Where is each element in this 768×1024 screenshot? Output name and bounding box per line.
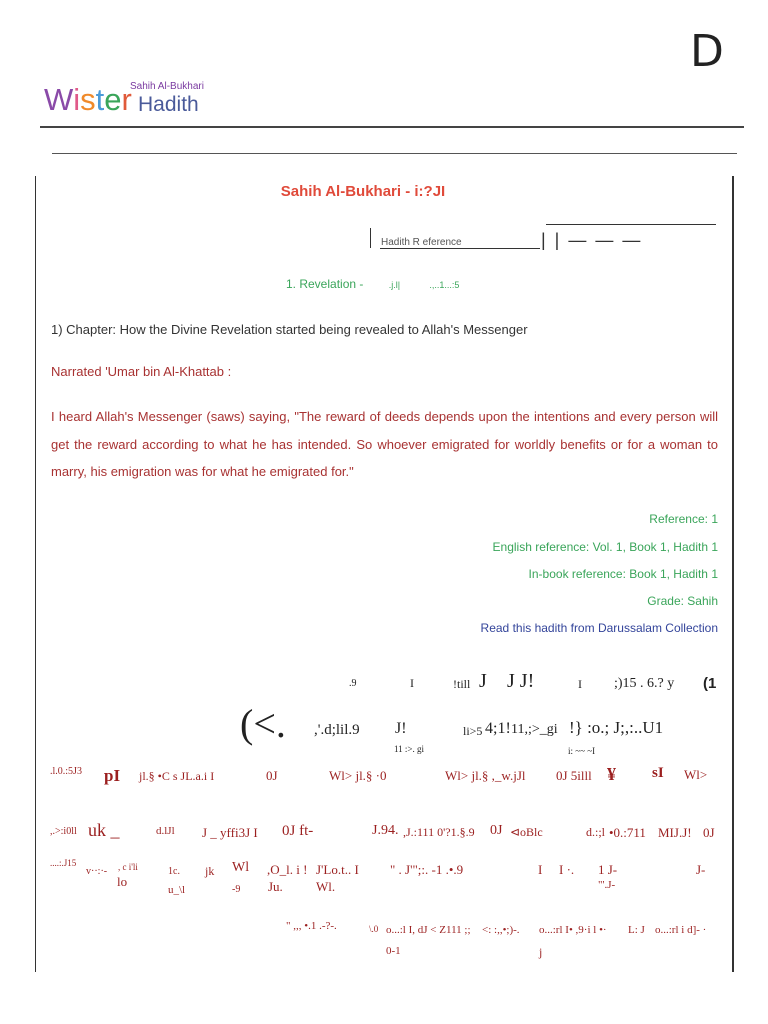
arabic-fragment: !till <box>453 677 471 691</box>
arabic-fragment: 0J 5illl <box>556 768 592 783</box>
arabic-fragment: .l.0.:5J3 <box>50 766 82 777</box>
arabic-fragment: , c i'li <box>118 862 138 872</box>
arabic-fragment: !} :o.; J;,:..U1 <box>569 718 664 737</box>
narrator-line: Narrated 'Umar bin Al-Khattab : <box>51 364 232 379</box>
arabic-fragment: sI <box>652 765 664 781</box>
arabic-fragment: 11 :>. gi <box>394 744 424 754</box>
in-book-reference: In-book reference: Book 1, Hadith 1 <box>528 567 718 581</box>
arabic-fragment: lo <box>117 874 128 889</box>
arabic-fragment: jk <box>205 864 215 878</box>
arabic-fragment: 1c. <box>168 866 180 877</box>
arabic-fragment: (1 <box>703 675 717 692</box>
arabic-fragment: I <box>538 862 543 877</box>
arabic-fragment: ¥ <box>607 764 616 784</box>
tab-divider <box>370 228 371 248</box>
tab-hadith-reference[interactable] <box>370 228 462 248</box>
arabic-fragment: J _ yffi3J I <box>202 825 258 840</box>
arabic-fragment: J- <box>696 862 706 877</box>
darussalam-link[interactable]: Read this hadith from Darussalam Collection <box>480 621 718 635</box>
arabic-fragment: pI <box>104 766 121 785</box>
book-heading[interactable] <box>286 277 459 291</box>
arabic-fragment: •0.:711 <box>609 825 646 840</box>
logo-letter: s <box>80 82 96 117</box>
arabic-fragment: Wl <box>232 860 250 875</box>
arabic-fragment: ,O_l. i ! <box>267 862 308 877</box>
arabic-fragment: I <box>578 677 582 691</box>
chapter-title: 1) Chapter: How the Divine Revelation started being revealed to Allah's Messenger <box>51 322 528 337</box>
arabic-fragment: o...:rl I• ,9·i l •· <box>539 924 607 936</box>
header-divider <box>40 126 744 128</box>
logo-letter: e <box>104 82 122 117</box>
arabic-fragment: Ju. <box>268 879 283 894</box>
logo-hadith: Hadith <box>138 93 199 116</box>
hadith-text: I heard Allah's Messenger (saws) saying, "The reward of deeds depends upon the intentions and every person will get the reward according to what he has intended. So whoever emigrated for worldly benefits or for a woman to marry, his emigration was for what he emigrated for." <box>51 409 718 479</box>
arabic-fragment: li>5 <box>463 724 483 738</box>
site-logo[interactable] <box>44 80 244 120</box>
arabic-fragment: I ·. <box>559 862 575 877</box>
arabic-fragment: 4;1! <box>485 720 511 737</box>
arabic-fragment: "'.J- <box>598 879 616 891</box>
arabic-fragment: J J! <box>507 670 535 692</box>
arabic-fragment: 0J <box>266 768 278 783</box>
arabic-fragment: d.:;l <box>586 825 606 839</box>
arabic-fragment: ,'.d;lil.9 <box>314 722 360 738</box>
arabic-fragment: -9 <box>232 884 241 895</box>
arabic-fragment: \.0 <box>369 924 379 934</box>
logo-letter: t <box>95 82 105 117</box>
content-divider <box>52 153 737 154</box>
arabic-fragment: <: :,,•;)-. <box>482 924 520 936</box>
page-title: Sahih Al-Bukhari - i:?JI <box>280 183 446 200</box>
arabic-fragment: v··:·- <box>86 866 108 877</box>
arabic-fragment: 0J <box>703 825 715 840</box>
arabic-fragment: Wl> <box>684 767 708 782</box>
arabic-fragment: .9 <box>349 678 357 689</box>
arabic-fragment: Wl> jl.§ ,_w.jJl <box>445 768 526 783</box>
english-reference: English reference: Vol. 1, Book 1, Hadith 1 <box>492 540 718 554</box>
arabic-fragment: 0J <box>490 823 503 838</box>
arabic-fragment: 0-1 <box>386 945 401 957</box>
logo-letter: i <box>73 82 81 117</box>
arabic-fragment: MIJ.J! <box>658 825 692 840</box>
arabic-fragment: o...:l I, dJ < Z111 ;; <box>386 924 471 936</box>
arabic-fragment: jl.§ •C s JL.a.i I <box>139 769 215 783</box>
reference-number: Reference: 1 <box>649 512 718 526</box>
book-heading-arabic-2: .,..1...:5 <box>429 280 460 290</box>
logo-subtitle: Sahih Al-Bukhari <box>130 81 204 92</box>
logo-letter: W <box>44 82 74 117</box>
arabic-fragment: 0J ft- <box>282 823 314 839</box>
arabic-fragment: 1 J- <box>598 862 618 877</box>
tab-right-marks: | | — — — <box>541 230 643 250</box>
arabic-fragment: u_\l <box>168 884 186 896</box>
arabic-fragment: " ,,, •.1 .-?-. <box>286 920 337 932</box>
arabic-fragment: i: ~~ ~I <box>568 746 596 756</box>
content-right-border <box>732 176 734 972</box>
tab-right-line <box>546 224 716 225</box>
arabic-fragment: j <box>539 945 543 959</box>
logo-letter: r <box>121 82 132 117</box>
arabic-fragment: " . J'";:. -1 .•.9 <box>390 862 464 877</box>
arabic-fragment: 11,;>_gi <box>511 722 558 737</box>
corner-letter: D <box>690 26 724 77</box>
tab-underline <box>380 248 540 249</box>
arabic-fragment: J'Lo.t.. I <box>316 862 359 877</box>
grade: Grade: Sahih <box>647 594 718 608</box>
arabic-fragment: J.94. <box>372 823 399 838</box>
content-left-border <box>35 176 36 972</box>
arabic-fragment: J <box>479 670 487 692</box>
arabic-fragment: uk _ <box>88 820 120 840</box>
arabic-fragment: ⊲oBlc <box>510 825 543 839</box>
arabic-fragment: (<. <box>240 701 286 746</box>
arabic-fragment: ,.>:i0ll <box>50 826 77 837</box>
book-heading-label: 1. Revelation - <box>286 277 364 291</box>
arabic-fragment: ,J.:111 0'?1.§.9 <box>403 825 475 839</box>
arabic-fragment: Wl> jl.§ ·0 <box>329 768 387 783</box>
tab-label: Hadith R eference <box>381 237 462 248</box>
arabic-fragment: J! <box>395 720 407 737</box>
arabic-fragment: o...:rl i d]- · <box>655 924 707 936</box>
arabic-fragment: ....:.J15 <box>50 858 77 868</box>
logo-wister <box>44 84 132 115</box>
arabic-fragment: ;)15 . 6.? y <box>614 676 675 691</box>
book-heading-arabic: .j.l| <box>388 280 401 290</box>
arabic-fragment: L: J <box>628 924 645 936</box>
arabic-fragment: I <box>410 676 414 690</box>
arabic-fragment: d.lJl <box>156 825 175 837</box>
arabic-fragment: Wl. <box>316 879 336 894</box>
